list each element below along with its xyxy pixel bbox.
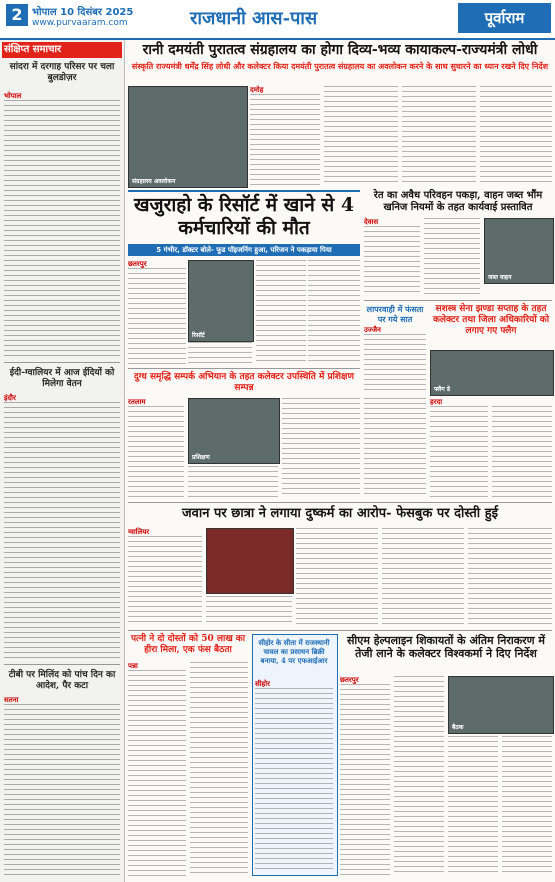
sand-story-col-2	[424, 218, 480, 296]
sidebar-header: संक्षिप्त समाचार	[2, 42, 122, 58]
main-story-col-1	[128, 268, 186, 364]
helpline-col-2	[394, 676, 444, 876]
resort-photo	[188, 260, 254, 342]
assault-col-2	[206, 596, 292, 626]
fraud-col-2	[190, 662, 248, 876]
assault-col-3	[296, 528, 378, 626]
sidebar-dateline-3: सतना	[4, 696, 19, 704]
top-story-dateline: दमोह	[250, 86, 264, 94]
sidebar-headline-3: टीबी पर मिलिंद को पांच दिन का आदेश, पैर कटा	[8, 670, 116, 691]
sidebar-divider	[4, 664, 120, 665]
museum-photo	[128, 86, 248, 188]
flag-day-col-2	[492, 406, 552, 498]
helpline-col-3	[448, 736, 498, 876]
main-story-dateline: छतरपुर	[128, 260, 147, 268]
sidebar-dateline-1: भोपाल	[4, 92, 22, 100]
sidebar-dateline-2: इंदौर	[4, 394, 16, 402]
flag-day-photo	[430, 350, 554, 396]
assault-col-5	[468, 528, 552, 626]
assault-photo	[206, 528, 294, 594]
sidebar-body-2	[4, 402, 120, 660]
helpline-col-1	[340, 684, 390, 876]
assault-col-4	[382, 528, 464, 626]
assault-col-1	[128, 536, 202, 626]
assault-dateline: ग्वालियर	[128, 528, 150, 536]
photo-caption: फ्लैग डे	[434, 386, 451, 393]
assault-rule	[128, 502, 552, 503]
fraud-col-1	[128, 670, 186, 876]
sand-story-headline: रेत का अवैध परिवहन पकड़ा, वाहन जब्त भौंम खनिज नियमों के तहत कार्यवाई प्रस्तावित	[373, 190, 543, 213]
right-divider	[364, 300, 552, 301]
photo-caption: संग्रहालय अवलोकन	[132, 178, 176, 185]
main-story-headline: खजुराहो के रिसॉर्ट में खाने से 4 कर्मचारियों की मौत	[133, 194, 355, 239]
main-story-col-2	[188, 342, 252, 364]
top-story-col-4	[480, 86, 552, 186]
photo-caption: प्रशिक्षण	[192, 454, 210, 461]
negligence-dateline: उज्जैन	[364, 326, 381, 334]
site-url[interactable]: www.purvaaram.com	[32, 18, 128, 28]
negligence-headline: लापरवाही में फंसता पर गये सात	[366, 304, 424, 324]
sidebar-headline-2: ईदी-ग्वालियर में आज ईदियों को मिलेगा वेतन	[9, 368, 115, 389]
training-photo	[188, 398, 280, 464]
top-story-headline: रानी दमयंती पुरातत्व संग्रहालय का होगा दिव्य-भव्य कायाकल्प-राज्यमंत्री लोधी	[142, 42, 538, 58]
city-date: भोपाल 10 दिसंबर 2025	[32, 7, 134, 18]
flag-day-col-1	[430, 406, 488, 498]
helpline-col-4	[502, 736, 552, 876]
training-dateline: रतलाम	[128, 398, 146, 406]
training-rule	[128, 368, 360, 369]
flag-day-headline: सशस्त्र सेना झण्डा सप्ताह के तहत कलेक्टर तथा जिला अधिकारियों को लगाए गए फ्लैग	[432, 304, 550, 336]
training-col-2	[188, 466, 278, 498]
photo-caption: बैठक	[452, 724, 464, 731]
helpline-headline: सीएम हेल्पलाइन शिकायतों के अंतिम निराकरण में तेजी लाने के कलेक्टर विश्वकर्मा ने दिए निर्देश	[347, 634, 545, 660]
main-story-rule	[128, 190, 360, 193]
flag-day-dateline: हरदा	[430, 398, 443, 406]
sidebar-body-1	[4, 100, 120, 358]
negligence-body-cont	[364, 398, 426, 498]
main-story-subhead: 5 गंभीर, डॉक्टर बोले- फूड पॉइजनिंग हुआ, परिजन ने पकड़ाया पिया	[128, 244, 360, 256]
top-story-col-2	[324, 86, 398, 186]
fraud-dateline: पन्ना	[128, 662, 138, 670]
section-title: राजधानी आस-पास	[190, 8, 318, 29]
training-col-1	[128, 406, 184, 498]
page-number: 2	[6, 4, 28, 26]
meeting-photo	[448, 676, 554, 734]
training-col-3	[282, 398, 360, 498]
sidebar-body-3	[4, 704, 120, 876]
box-story-dateline: सीहोर	[255, 680, 270, 688]
training-headline: दुग्ध समृद्धि सम्पर्क अभियान के तहत कलेक्टर उपस्थिति में प्रशिक्षण सम्पन्न	[134, 372, 354, 393]
brand-logo: पूर्वाराम	[458, 3, 551, 33]
seized-vehicle-photo	[484, 218, 554, 284]
sidebar-headline-1: सांदरा में दरगाह परिसर पर चला बुलडोज़र	[9, 62, 115, 83]
top-story-subhead: संस्कृति राज्यमंत्री धर्मेंद्र सिंह लोधी और कलेक्टर किया दमयंती पुरातत्व संग्रहालय का अवलोकन करने के साथ सुधारने का ध्यान रखने दिए निर्देश	[131, 62, 549, 71]
main-story-col-3	[256, 260, 306, 364]
photo-caption: जब्त वाहन	[488, 274, 512, 281]
sand-story-dateline: देवास	[364, 218, 379, 226]
box-story-body	[255, 688, 333, 870]
sidebar-divider	[4, 362, 120, 363]
sand-story-col-1	[364, 226, 420, 296]
negligence-body	[364, 334, 426, 394]
box-story-headline: सीहोर के सीता में राजस्थानी चावल का प्रसाधन ब्रिक्री बनाया, 4 पर एफआईआर	[258, 638, 330, 665]
top-story-col-1	[250, 94, 320, 186]
main-story-col-4	[308, 260, 360, 364]
lower-rule	[128, 630, 552, 631]
top-story-col-3	[402, 86, 476, 186]
fraud-headline: पत्नी ने दो दोस्तों को 50 लाख का हीरा मिला, एक फंस बैठता	[130, 634, 246, 655]
assault-headline: जवान पर छात्रा ने लगाया दुष्कर्म का आरोप- फेसबुक पर दोस्ती हुई	[182, 506, 498, 521]
helpline-dateline: छतरपुर	[340, 676, 359, 684]
photo-caption: रिसॉर्ट	[192, 332, 205, 339]
